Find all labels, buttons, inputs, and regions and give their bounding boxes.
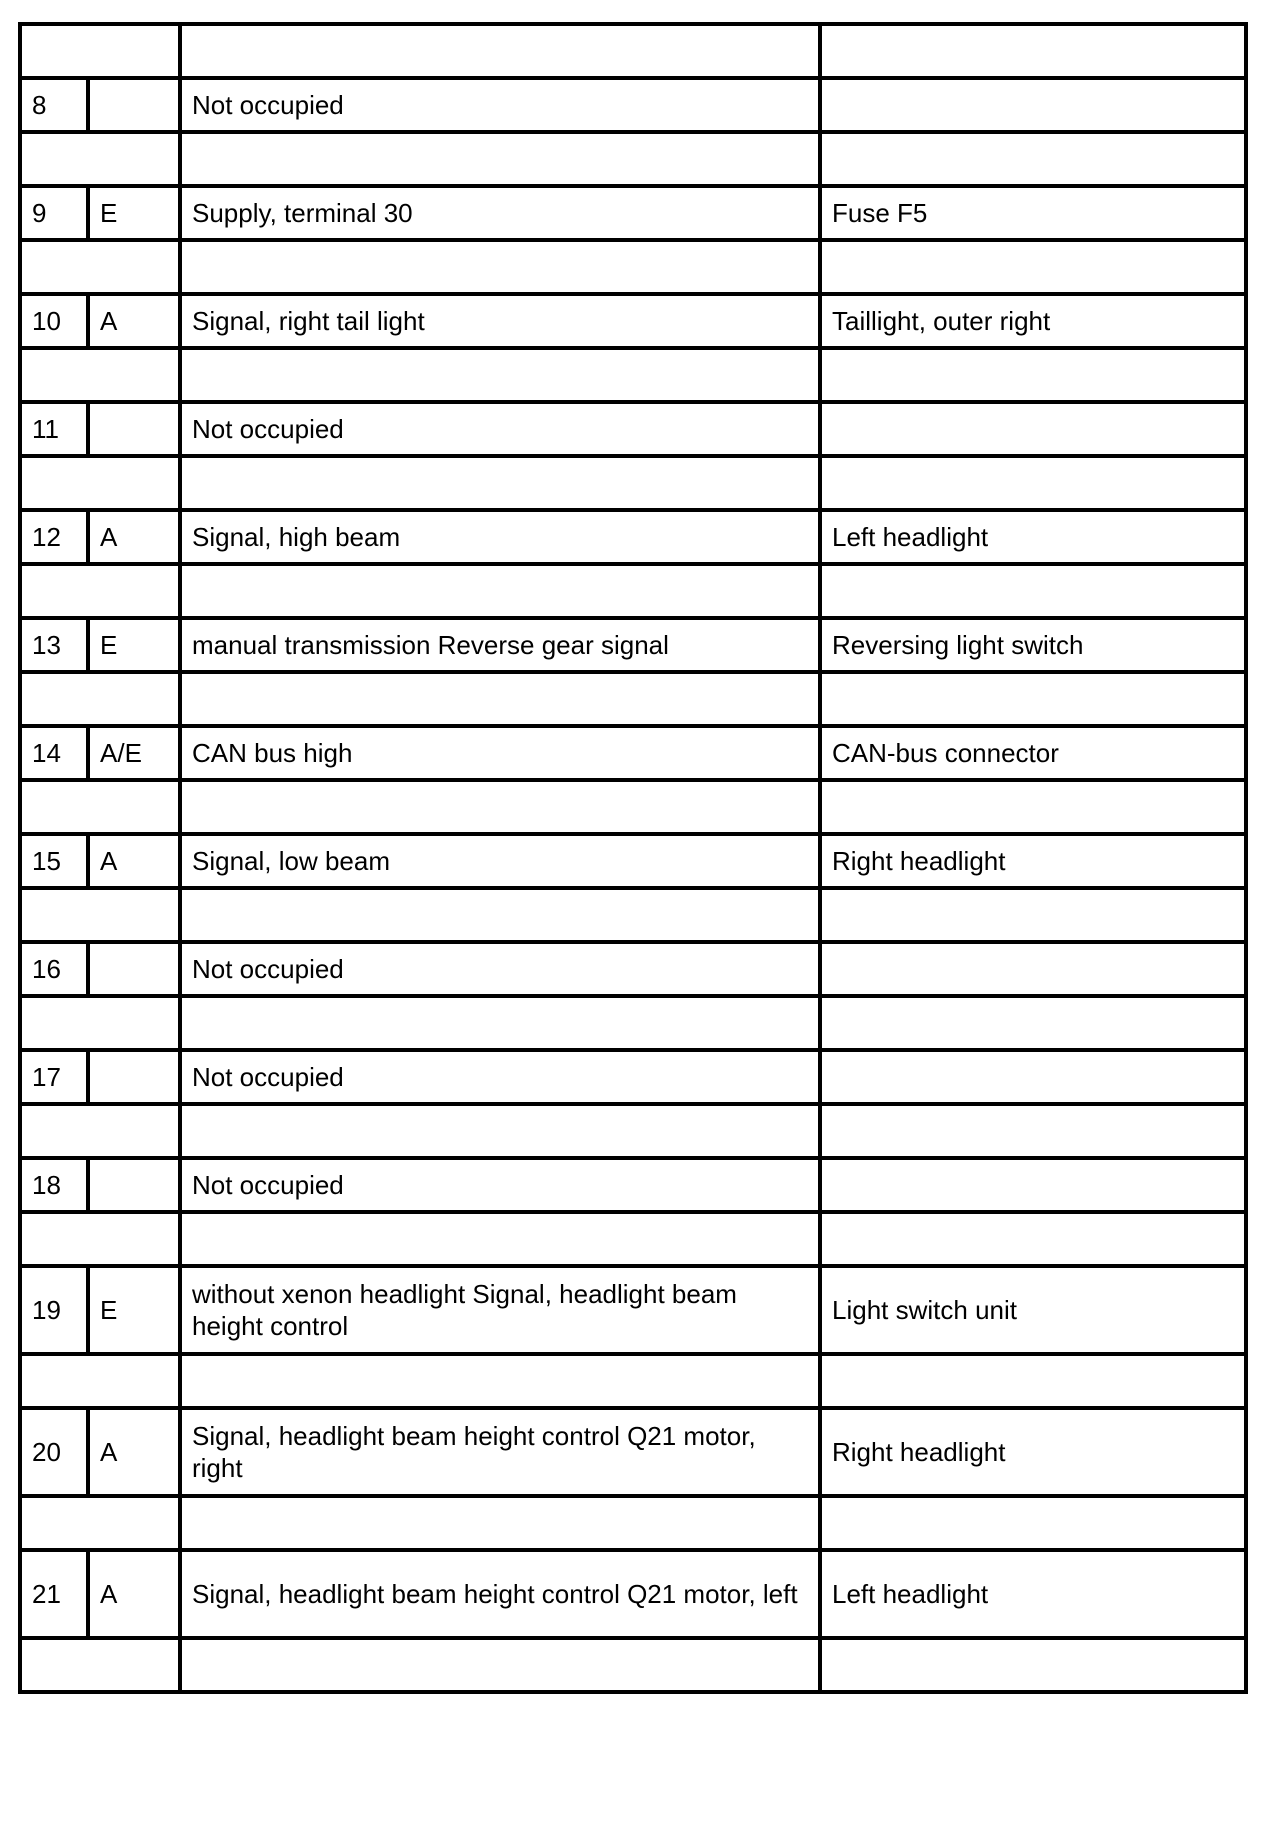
signal-direction-cell: A/E	[88, 726, 180, 780]
table-row	[20, 942, 1246, 996]
connection-cell: Right headlight	[820, 834, 1246, 888]
spacer-row	[20, 1104, 1246, 1158]
connection-cell: Light switch unit	[820, 1266, 1246, 1354]
pin-number-cell: 17	[20, 1050, 88, 1104]
signal-direction-cell	[88, 1158, 180, 1212]
pin-assignment-table	[18, 22, 1248, 1694]
description-cell: manual transmission Reverse gear signal	[180, 618, 820, 672]
description-cell: Supply, terminal 30	[180, 186, 820, 240]
pin-number-cell: 18	[20, 1158, 88, 1212]
description-cell: Signal, headlight beam height control Q21 motor, right	[180, 1408, 820, 1496]
pin-number-cell: 11	[20, 402, 88, 456]
table-row	[20, 1550, 1246, 1638]
connection-cell	[820, 1050, 1246, 1104]
spacer-row	[20, 1212, 1246, 1266]
table-row	[20, 1158, 1246, 1212]
pin-number-cell: 10	[20, 294, 88, 348]
spacer-row	[20, 1354, 1246, 1408]
spacer-row	[20, 348, 1246, 402]
table-row	[20, 186, 1246, 240]
connection-cell: Taillight, outer right	[820, 294, 1246, 348]
table-row	[20, 1266, 1246, 1354]
table-row	[20, 618, 1246, 672]
table-row	[20, 1408, 1246, 1496]
description-cell: Not occupied	[180, 942, 820, 996]
description-cell: Signal, high beam	[180, 510, 820, 564]
connection-cell	[820, 402, 1246, 456]
signal-direction-cell: E	[88, 618, 180, 672]
table-row	[20, 510, 1246, 564]
table-row	[20, 402, 1246, 456]
connection-cell: Reversing light switch	[820, 618, 1246, 672]
pin-number-cell: 14	[20, 726, 88, 780]
pin-number-cell: 12	[20, 510, 88, 564]
spacer-row	[20, 1496, 1246, 1550]
signal-direction-cell	[88, 402, 180, 456]
description-cell: CAN bus high	[180, 726, 820, 780]
spacer-row	[20, 240, 1246, 294]
description-cell: without xenon headlight Signal, headlight beam height control	[180, 1266, 820, 1354]
table-row	[20, 78, 1246, 132]
signal-direction-cell: E	[88, 186, 180, 240]
spacer-row	[20, 672, 1246, 726]
signal-direction-cell	[88, 78, 180, 132]
connection-cell: Left headlight	[820, 510, 1246, 564]
pin-number-cell: 9	[20, 186, 88, 240]
signal-direction-cell: A	[88, 1408, 180, 1496]
description-cell: Not occupied	[180, 78, 820, 132]
signal-direction-cell: E	[88, 1266, 180, 1354]
signal-direction-cell	[88, 942, 180, 996]
spacer-row	[20, 996, 1246, 1050]
spacer-row	[20, 132, 1246, 186]
description-cell: Signal, headlight beam height control Q21 motor, left	[180, 1550, 820, 1638]
pin-number-cell: 13	[20, 618, 88, 672]
spacer-row	[20, 564, 1246, 618]
pin-number-cell: 15	[20, 834, 88, 888]
signal-direction-cell: A	[88, 834, 180, 888]
spacer-row	[20, 1638, 1246, 1692]
connection-cell: CAN-bus connector	[820, 726, 1246, 780]
table-row	[20, 1050, 1246, 1104]
pin-number-cell: 20	[20, 1408, 88, 1496]
signal-direction-cell: A	[88, 294, 180, 348]
description-cell: Not occupied	[180, 1050, 820, 1104]
spacer-row	[20, 456, 1246, 510]
connection-cell	[820, 78, 1246, 132]
connection-cell	[820, 942, 1246, 996]
connection-cell: Right headlight	[820, 1408, 1246, 1496]
table-row	[20, 294, 1246, 348]
connection-cell: Fuse F5	[820, 186, 1246, 240]
spacer-row	[20, 888, 1246, 942]
table-row	[20, 834, 1246, 888]
connection-cell: Left headlight	[820, 1550, 1246, 1638]
signal-direction-cell: A	[88, 1550, 180, 1638]
pin-number-cell: 19	[20, 1266, 88, 1354]
spacer-row	[20, 24, 1246, 78]
description-cell: Not occupied	[180, 402, 820, 456]
pin-number-cell: 16	[20, 942, 88, 996]
signal-direction-cell: A	[88, 510, 180, 564]
pin-number-cell: 21	[20, 1550, 88, 1638]
table-row	[20, 726, 1246, 780]
description-cell: Signal, low beam	[180, 834, 820, 888]
description-cell: Signal, right tail light	[180, 294, 820, 348]
description-cell: Not occupied	[180, 1158, 820, 1212]
signal-direction-cell	[88, 1050, 180, 1104]
connection-cell	[820, 1158, 1246, 1212]
pin-number-cell: 8	[20, 78, 88, 132]
spacer-row	[20, 780, 1246, 834]
